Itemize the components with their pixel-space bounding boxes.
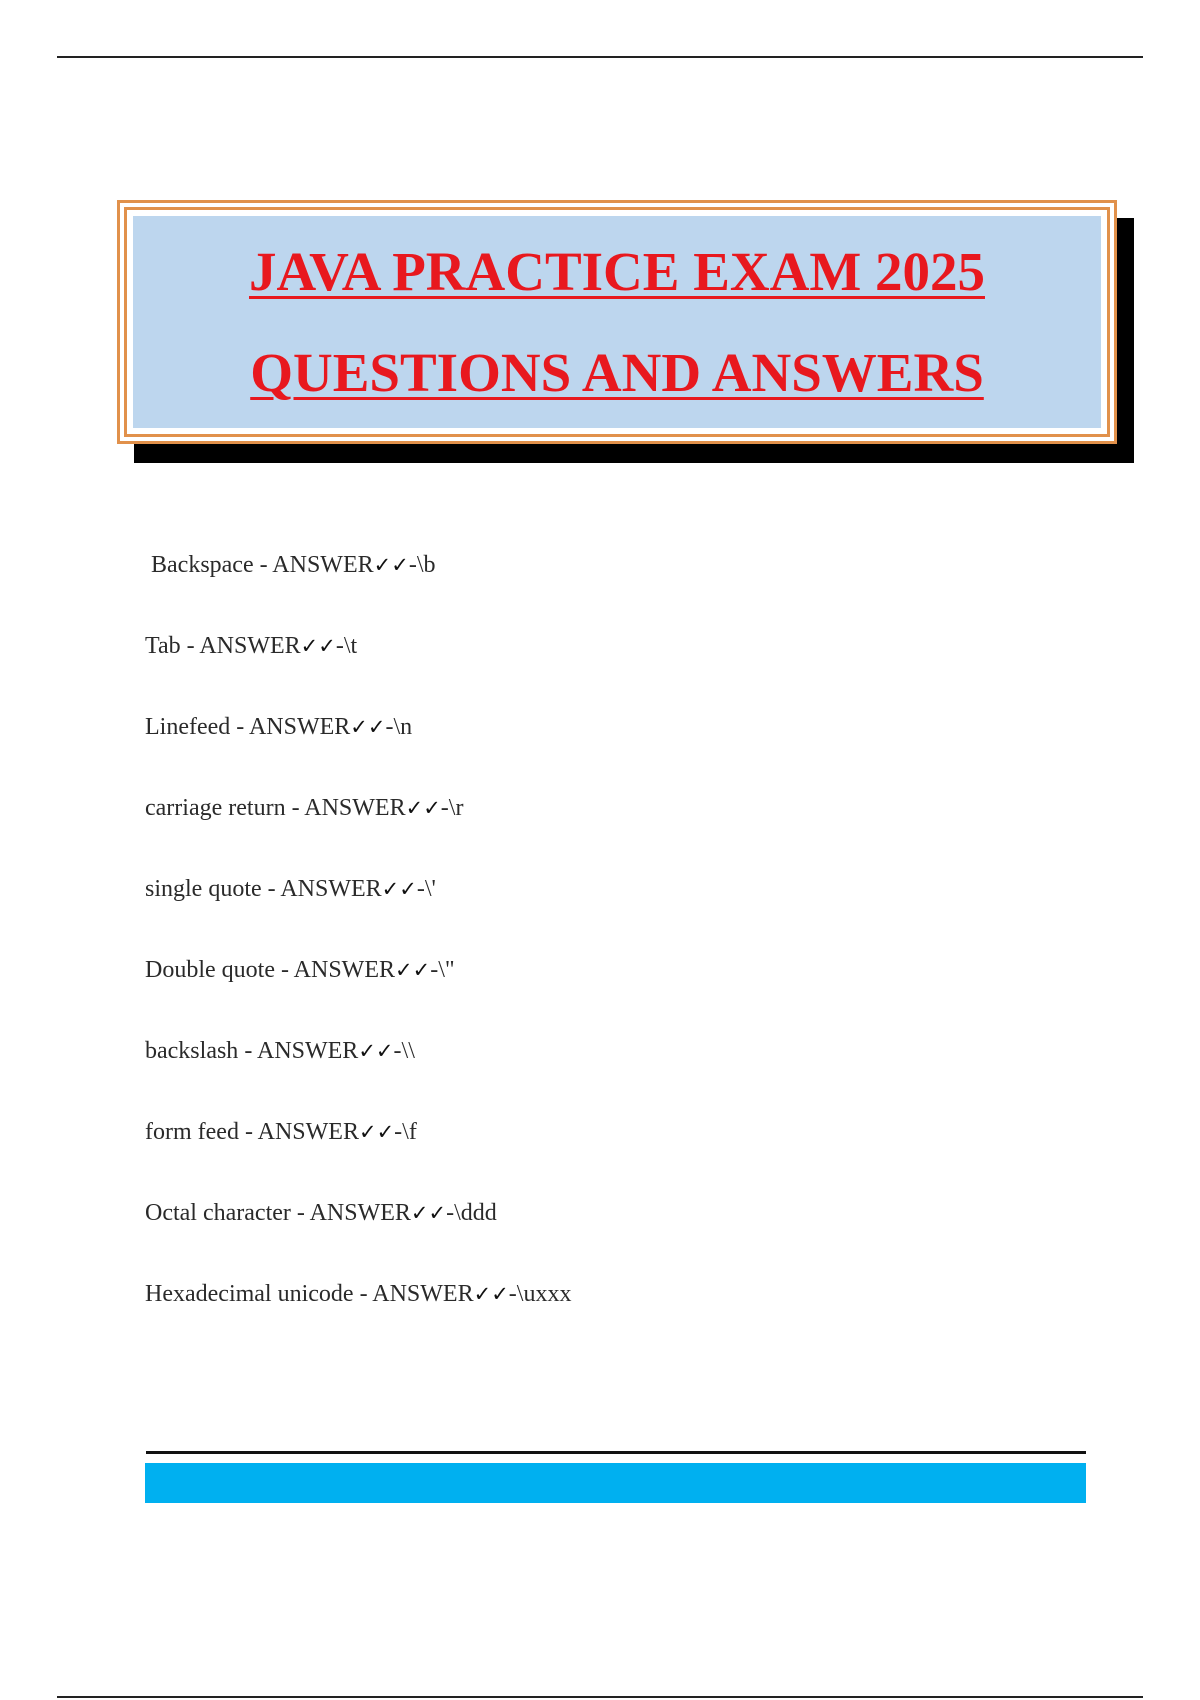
qa-answer: \uxxx xyxy=(516,1281,572,1307)
page-bottom-rule xyxy=(57,1696,1143,1698)
double-check-icon: ✓✓ xyxy=(373,553,409,577)
footer-rule xyxy=(146,1451,1086,1454)
double-check-icon: ✓✓ xyxy=(395,958,431,982)
answer-label: ANSWER xyxy=(248,714,351,740)
qa-term: Backspace xyxy=(151,552,254,578)
qa-term: backslash xyxy=(145,1038,239,1064)
qa-answer: \r xyxy=(448,795,464,821)
double-check-icon: ✓✓ xyxy=(358,1120,395,1144)
double-check-icon: ✓✓ xyxy=(300,634,336,658)
qa-term: single quote xyxy=(145,876,262,902)
qa-item: backslash - ANSWER✓✓-\\ xyxy=(145,1038,415,1064)
qa-term: Linefeed xyxy=(145,714,231,740)
qa-item: carriage return - ANSWER✓✓-\r xyxy=(145,795,464,821)
answer-label: ANSWER xyxy=(293,957,395,983)
footer-color-bar xyxy=(145,1463,1086,1503)
double-check-icon: ✓✓ xyxy=(405,796,441,820)
qa-answer: \ddd xyxy=(454,1200,497,1226)
qa-term: form feed xyxy=(145,1119,239,1145)
qa-answer: \t xyxy=(343,633,358,659)
answer-label: ANSWER xyxy=(309,1200,411,1226)
qa-term: Octal character xyxy=(145,1200,291,1226)
qa-item: single quote - ANSWER✓✓-\' xyxy=(145,876,436,902)
answer-label: ANSWER xyxy=(199,633,301,659)
qa-term: Double quote xyxy=(145,957,275,983)
qa-item: Hexadecimal unicode - ANSWER✓✓-\uxxx xyxy=(145,1281,572,1307)
title-box-fill xyxy=(133,216,1101,428)
title-box xyxy=(117,200,1117,444)
document-title-line-1: JAVA PRACTICE EXAM 2025 xyxy=(249,241,985,302)
qa-answer: \n xyxy=(393,714,413,740)
qa-answer: \" xyxy=(438,957,455,983)
qa-item: Linefeed - ANSWER✓✓-\n xyxy=(145,714,413,740)
answer-label: ANSWER xyxy=(272,552,374,578)
answer-label: ANSWER xyxy=(372,1281,474,1307)
qa-item: form feed - ANSWER✓✓-\f xyxy=(145,1119,417,1145)
page-top-rule xyxy=(57,56,1143,58)
title-box-inner-border xyxy=(124,207,1110,437)
qa-term: Tab xyxy=(145,633,181,659)
double-check-icon: ✓✓ xyxy=(350,715,386,739)
double-check-icon: ✓✓ xyxy=(410,1201,447,1225)
answer-label: ANSWER xyxy=(256,1038,359,1064)
double-check-icon: ✓✓ xyxy=(358,1039,394,1063)
answer-label: ANSWER xyxy=(304,795,406,821)
qa-item: Octal character - ANSWER✓✓-\ddd xyxy=(145,1200,497,1226)
qa-item: Backspace - ANSWER✓✓-\b xyxy=(151,552,436,578)
double-check-icon: ✓✓ xyxy=(381,877,417,901)
answer-label: ANSWER xyxy=(257,1119,359,1145)
answer-label: ANSWER xyxy=(280,876,382,902)
qa-term: Hexadecimal unicode xyxy=(145,1281,354,1307)
qa-answer: \' xyxy=(424,876,436,902)
document-title-line-2: QUESTIONS AND ANSWERS xyxy=(250,342,984,403)
question-answer-list xyxy=(145,548,1045,1358)
qa-item: Double quote - ANSWER✓✓-\" xyxy=(145,957,455,983)
qa-term: carriage return xyxy=(145,795,286,821)
qa-item: Tab - ANSWER✓✓-\t xyxy=(145,633,358,659)
qa-answer: \b xyxy=(416,552,436,578)
double-check-icon: ✓✓ xyxy=(473,1282,509,1306)
qa-answer: \f xyxy=(402,1119,417,1145)
qa-answer: \\ xyxy=(401,1038,415,1064)
